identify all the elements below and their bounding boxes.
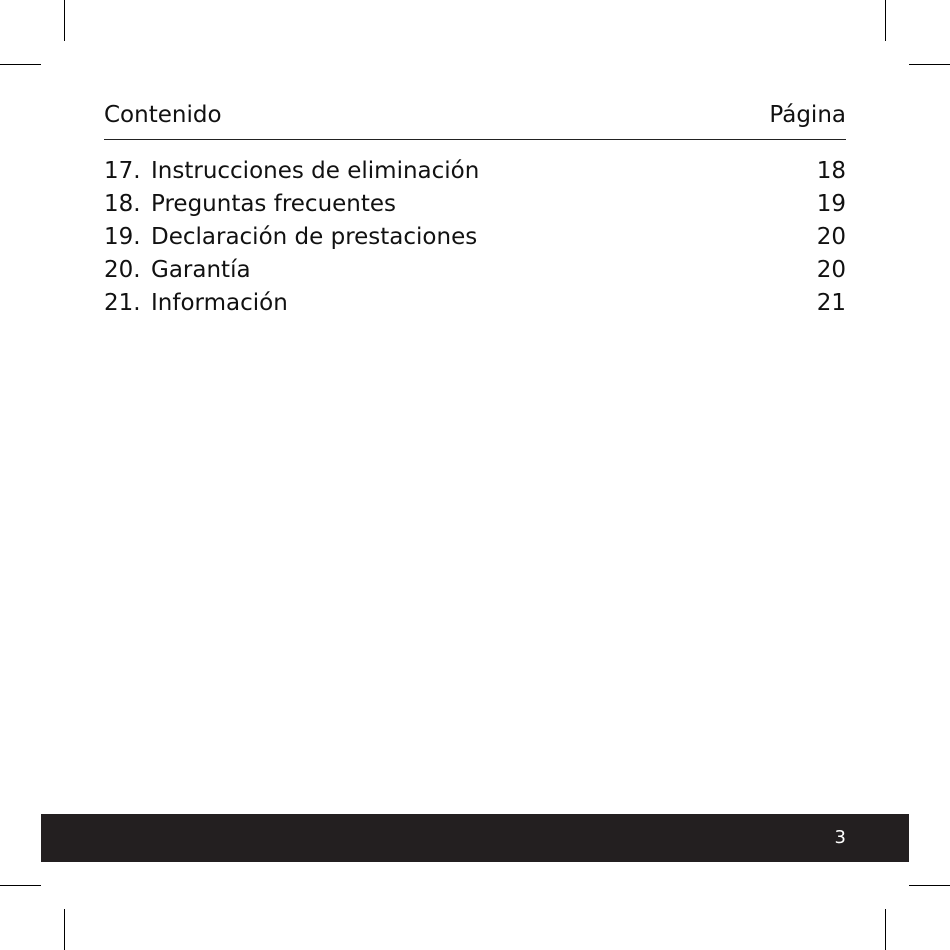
- footer-bar: [41, 814, 909, 862]
- toc-entry-number: 18.: [104, 191, 141, 217]
- crop-mark-bottom-right-vertical: [885, 909, 886, 950]
- toc-entry-page: 20: [816, 224, 846, 250]
- toc-entry-page: 21: [816, 290, 846, 316]
- crop-mark-top-left-vertical: [64, 0, 65, 41]
- toc-entry[interactable]: [104, 155, 846, 188]
- toc-entry-title: Garantía: [151, 257, 251, 283]
- crop-mark-top-left-horizontal: [0, 64, 41, 65]
- toc-entry-number: 20.: [104, 257, 141, 283]
- page-number: 3: [834, 827, 846, 848]
- crop-mark-bottom-left-vertical: [64, 909, 65, 950]
- toc-entry-page: 20: [816, 257, 846, 283]
- contents-heading: Contenido: [104, 102, 222, 128]
- toc-entry[interactable]: [104, 287, 846, 320]
- crop-mark-bottom-left-horizontal: [0, 885, 41, 886]
- toc-entry-title: Declaración de prestaciones: [151, 224, 478, 250]
- toc-entry[interactable]: [104, 188, 846, 221]
- crop-mark-top-right-vertical: [885, 0, 886, 41]
- toc-entry-title: Instrucciones de eliminación: [151, 158, 480, 184]
- crop-mark-bottom-right-horizontal: [909, 885, 950, 886]
- toc-entry-page: 18: [816, 158, 846, 184]
- toc-entry-title: Información: [151, 290, 288, 316]
- toc-entry[interactable]: [104, 221, 846, 254]
- toc-list: [104, 155, 846, 320]
- toc-entry-title: Preguntas frecuentes: [151, 191, 397, 217]
- toc-entry-page: 19: [816, 191, 846, 217]
- toc-entry-number: 19.: [104, 224, 141, 250]
- page-column-heading: Página: [769, 102, 846, 128]
- toc-entry-number: 21.: [104, 290, 141, 316]
- crop-mark-top-right-horizontal: [909, 64, 950, 65]
- toc-entry-number: 17.: [104, 158, 141, 184]
- toc-entry[interactable]: [104, 254, 846, 287]
- toc-header: [104, 98, 846, 140]
